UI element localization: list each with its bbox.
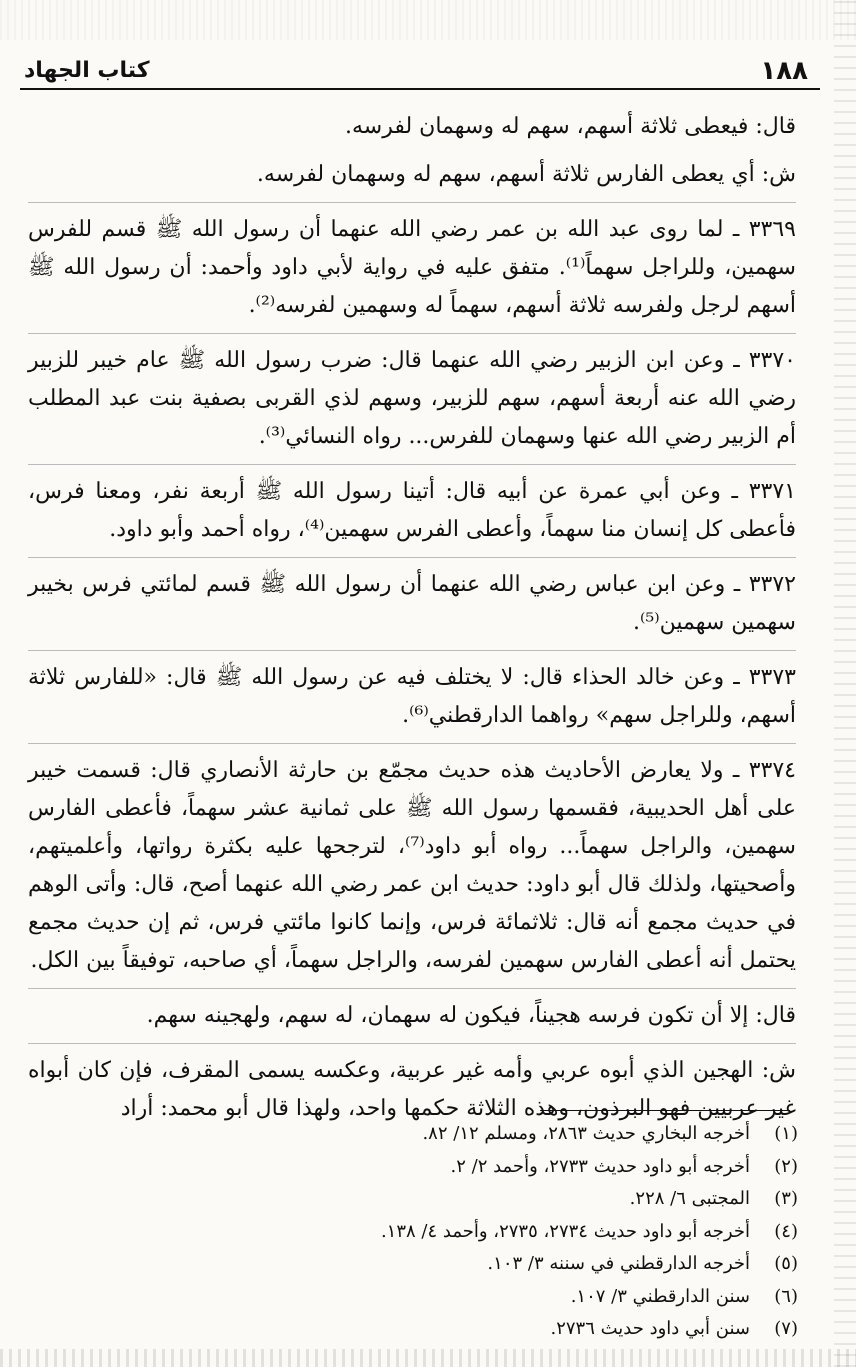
hadith-3369: ٣٣٦٩ ـ لما روى عبد الله بن عمر رضي الله عنهما أن رسول الله ﷺ قسم للفرس سهمين، وللراجل سهماً⁽¹⁾. متفق عليه في رواية لأبي داود وأحمد: أن رسول الله ﷺ أسهم لرجل ولفرسه ثلاثة أسهم، سهماً له وسهمين لفرسه⁽²⁾. — [28, 202, 796, 325]
footnote-text: أخرجه الدارقطني في سننه ٣/ ١٠٣. — [487, 1253, 750, 1274]
footnote-item — [78, 1216, 798, 1249]
hadith-3370: ٣٣٧٠ ـ وعن ابن الزبير رضي الله عنهما قال: ضرب رسول الله ﷺ عام خيبر للزبير رضي الله عنه أربعة أسهم، سهم للزبير، وسهم لذي القربى بصفية بنت عبد المطلب أم الزبير رضي الله عنها وسهمان للفرس... رواه النسائي⁽³⁾. — [28, 333, 796, 456]
footnote-text: أخرجه أبو داود حديث ٢٧٣٤، ٢٧٣٥، وأحمد ٤/ ١٣٨. — [380, 1220, 750, 1242]
footnote-number: (٣) — [774, 1188, 798, 1209]
footnote-text: سنن الدارقطني ٣/ ١٠٧. — [570, 1285, 750, 1307]
footnotes-list — [78, 1118, 798, 1346]
footnote-number: (١) — [774, 1123, 798, 1144]
page-number: ١٨٨ — [760, 56, 808, 86]
footnote-item — [78, 1313, 798, 1346]
footnote-number: (٥) — [774, 1253, 798, 1274]
paragraph-commentary: ش: أي يعطى الفارس ثلاثة أسهم، سهم له وسهمان لفرسه. — [256, 162, 796, 187]
footnote-text: المجتبى ٦/ ٢٢٨. — [629, 1188, 750, 1209]
footnote-item — [78, 1281, 798, 1314]
footnote-number: (٧) — [774, 1318, 798, 1339]
footnote-text: سنن أبي داود حديث ٢٧٣٦. — [550, 1318, 750, 1339]
main-text — [28, 108, 796, 1128]
running-header — [20, 52, 816, 86]
scan-noise-right — [834, 0, 856, 1367]
hadith-3371: ٣٣٧١ ـ وعن أبي عمرة عن أبيه قال: أتينا رسول الله ﷺ أربعة نفر، ومعنا فرس، فأعطى كل إنسان منا سهماً، وأعطى الفرس سهمين⁽⁴⁾، رواه أحمد وأبو داود. — [28, 464, 796, 549]
header-rule — [20, 88, 820, 90]
paragraph-text-hajin: قال: إلا أن تكون فرسه هجيناً، فيكون له سهمان، له سهم، ولهجينه سهم. — [28, 988, 796, 1035]
hadith-3372: ٣٣٧٢ ـ وعن ابن عباس رضي الله عنهما أن رسول الله ﷺ قسم لمائتي فرس بخيبر سهمين سهمين⁽⁵⁾. — [28, 557, 796, 642]
section-title: كتاب الجهاد — [24, 58, 150, 83]
hadith-3373: ٣٣٧٣ ـ وعن خالد الحذاء قال: لا يختلف فيه عن رسول الله ﷺ قال: «للفارس ثلاثة أسهم، وللراجل سهم» رواهما الدارقطني⁽⁶⁾. — [28, 650, 796, 735]
footnote-item — [78, 1248, 798, 1281]
footnote-item — [78, 1118, 798, 1151]
scan-noise-top — [0, 0, 856, 40]
footnote-item — [78, 1151, 798, 1184]
footnote-number: (٦) — [774, 1285, 798, 1307]
paragraph-commentary-hajin: ش: الهجين الذي أبوه عربي وأمه غير عربية، وعكسه يسمى المقرف، فإن كان أبواه غير عربيين فهو البرذون، وهذه الثلاثة حكمها واحد، ولهذا قال أبو محمد: أراد — [28, 1043, 796, 1128]
footnote-text: أخرجه البخاري حديث ٢٨٦٣، ومسلم ١٢/ ٨٢. — [422, 1123, 750, 1144]
footnote-number: (٢) — [774, 1155, 798, 1177]
paragraph-text: قال: فيعطى ثلاثة أسهم، سهم له وسهمان لفرسه. — [345, 114, 796, 139]
scan-noise-bottom — [0, 1349, 856, 1367]
footnote-item — [78, 1183, 798, 1216]
footnote-number: (٤) — [774, 1220, 798, 1242]
hadith-3374: ٣٣٧٤ ـ ولا يعارض الأحاديث هذه حديث مجمّع بن حارثة الأنصاري قال: قسمت خيبر على أهل الحديبية، فقسمها رسول الله ﷺ على ثمانية عشر سهماً، فأعطى الفارس سهمين، والراجل سهماً... رواه أبو داود⁽⁷⁾، لترجحها عليه بكثرة رواتها، وأعلميتهم، وأصحيتها، ولذلك قال أبو داود: حديث ابن عمر رضي الله عنهما أصح، قال: وأتى الوهم في حديث مجمع أنه قال: ثلاثمائة فرس، وإنما كانوا مائتي فرس، ثم إن حديث مجمع يحتمل أنه أعطى الفارس سهمين لفرسه، والراجل سهماً، أي صاحبه، توفيقاً بين الكل. — [28, 743, 796, 980]
footnote-rule — [540, 1110, 790, 1111]
footnote-text: أخرجه أبو داود حديث ٢٧٣٣، وأحمد ٢/ ٢. — [450, 1155, 750, 1177]
